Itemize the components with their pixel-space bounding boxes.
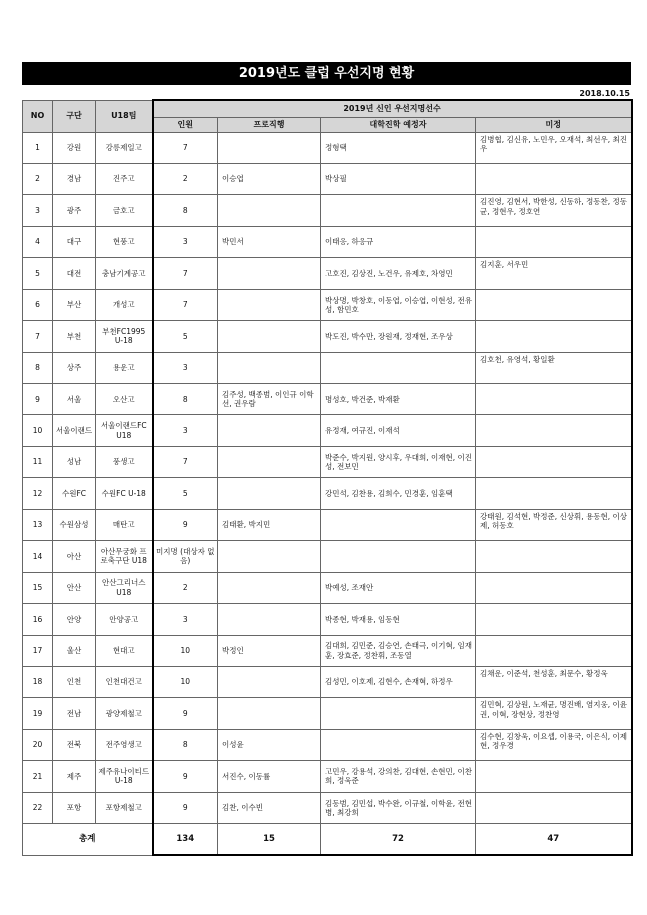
cell-pro [218,604,321,635]
cell-club: 서울이랜드 [53,415,96,446]
cell-no: 16 [23,604,53,635]
table-row [23,132,632,163]
cell-club: 강원 [53,132,96,163]
cell-pro: 박정인 [218,635,321,666]
cell-undecided [476,415,632,446]
cell-club: 수원삼성 [53,509,96,540]
table-row [23,321,632,352]
cell-club: 포항 [53,792,96,823]
cell-club: 부천 [53,321,96,352]
table-row [23,163,632,194]
cell-count: 5 [153,321,218,352]
cell-club: 경남 [53,163,96,194]
cell-undecided [476,792,632,823]
cell-no: 5 [23,258,53,289]
cell-club: 인천 [53,666,96,697]
cell-no: 9 [23,384,53,415]
cell-univ: 김동범, 김민섭, 박수완, 이규철, 이학윤, 전현병, 최강희 [321,792,476,823]
cell-no: 20 [23,729,53,760]
cell-team: 서울이랜드FC U18 [96,415,153,446]
table-row [23,446,632,477]
table-row [23,541,632,572]
cell-undecided [476,446,632,477]
cell-pro: 박민서 [218,226,321,257]
cell-team: 현풍고 [96,226,153,257]
cell-pro: 이승엽 [218,163,321,194]
cell-pro [218,415,321,446]
cell-team: 오산고 [96,384,153,415]
table-row [23,604,632,635]
cell-univ: 김성민, 이호제, 김현수, 손재혁, 하정우 [321,666,476,697]
cell-club: 제주 [53,761,96,792]
cell-team: 강릉제일고 [96,132,153,163]
header-group: 2019년 신인 우선지명선수 [153,100,632,117]
cell-pro [218,666,321,697]
cell-count: 10 [153,666,218,697]
cell-count: 미지명 (대상자 없음) [153,541,218,572]
cell-club: 상주 [53,352,96,383]
cell-no: 3 [23,195,53,226]
totals-undecided: 47 [476,824,632,855]
cell-pro [218,132,321,163]
cell-no: 2 [23,163,53,194]
cell-no: 11 [23,446,53,477]
cell-undecided [476,289,632,320]
table-row [23,635,632,666]
cell-no: 6 [23,289,53,320]
cell-no: 18 [23,666,53,697]
cell-undecided: 강태원, 김석현, 박정준, 신상휘, 용동현, 이상제, 허동호 [476,509,632,540]
document-date: 2018.10.15 [579,89,630,98]
table-row [23,352,632,383]
cell-pro: 김주성, 백종범, 이인규 이학선, 권우람 [218,384,321,415]
cell-univ: 박예성, 조재안 [321,572,476,603]
header-univ: 대학진학 예정자 [321,117,476,132]
cell-team: 안양공고 [96,604,153,635]
cell-no: 10 [23,415,53,446]
cell-team: 인천대건고 [96,666,153,697]
cell-undecided [476,635,632,666]
cell-count: 7 [153,289,218,320]
cell-univ: 박종현, 박재용, 임동현 [321,604,476,635]
table-row [23,666,632,697]
cell-no: 15 [23,572,53,603]
totals-pro: 15 [218,824,321,855]
cell-no: 12 [23,478,53,509]
page-title: 2019년도 클럽 우선지명 현황 [22,62,631,85]
cell-undecided: 김수현, 김창욱, 이요셉, 이용국, 이은식, 이제현, 정우경 [476,729,632,760]
cell-team: 충남기계공고 [96,258,153,289]
table-row [23,698,632,729]
cell-univ: 명성호, 박건준, 박재환 [321,384,476,415]
cell-undecided [476,321,632,352]
cell-no: 13 [23,509,53,540]
cell-team: 포항제철고 [96,792,153,823]
cell-count: 8 [153,729,218,760]
cell-pro [218,698,321,729]
cell-univ: 고호진, 김상진, 노건우, 유제호, 차영민 [321,258,476,289]
cell-count: 7 [153,132,218,163]
header-u18: U18팀 [96,100,153,132]
cell-no: 22 [23,792,53,823]
cell-undecided: 김호천, 유영석, 황일환 [476,352,632,383]
cell-team: 전주영생고 [96,729,153,760]
cell-pro: 서진수, 이동률 [218,761,321,792]
cell-univ [321,509,476,540]
cell-undecided [476,604,632,635]
cell-count: 8 [153,195,218,226]
cell-no: 19 [23,698,53,729]
cell-no: 21 [23,761,53,792]
cell-club: 안산 [53,572,96,603]
cell-team: 개성고 [96,289,153,320]
cell-count: 8 [153,384,218,415]
cell-club: 전북 [53,729,96,760]
cell-undecided: 김민혁, 김상원, 노재균, 명진배, 염지웅, 이윤권, 이혁, 장현상, 정찬영 [476,698,632,729]
cell-undecided [476,163,632,194]
table-row [23,384,632,415]
cell-club: 아산 [53,541,96,572]
cell-pro [218,541,321,572]
table-row [23,761,632,792]
totals-count: 134 [153,824,218,855]
table-row [23,509,632,540]
cell-club: 성남 [53,446,96,477]
header-undecided: 미정 [476,117,632,132]
cell-no: 14 [23,541,53,572]
cell-undecided [476,226,632,257]
cell-undecided [476,478,632,509]
cell-club: 대구 [53,226,96,257]
cell-count: 9 [153,792,218,823]
cell-team: 수원FC U-18 [96,478,153,509]
cell-undecided [476,572,632,603]
cell-count: 9 [153,761,218,792]
cell-club: 수원FC [53,478,96,509]
cell-univ: 정형택 [321,132,476,163]
cell-count: 3 [153,604,218,635]
cell-pro: 이성윤 [218,729,321,760]
cell-team: 현대고 [96,635,153,666]
cell-undecided [476,541,632,572]
cell-pro [218,446,321,477]
cell-team: 제주유나이티드 U-18 [96,761,153,792]
table-row [23,792,632,823]
cell-undecided: 김지훈, 서우민 [476,258,632,289]
cell-univ: 박상명, 박창호, 이동엽, 이승엽, 이현성, 전유성, 함민호 [321,289,476,320]
cell-count: 9 [153,698,218,729]
header-pro: 프로직행 [218,117,321,132]
cell-univ [321,541,476,572]
cell-count: 9 [153,509,218,540]
table-row [23,289,632,320]
cell-univ: 박도진, 박수만, 장원재, 정재현, 조우상 [321,321,476,352]
header-club: 구단 [53,100,96,132]
cell-count: 2 [153,163,218,194]
cell-pro: 김찬, 이수빈 [218,792,321,823]
cell-pro [218,352,321,383]
cell-team: 안산그리너스 U18 [96,572,153,603]
cell-no: 1 [23,132,53,163]
cell-univ: 강민석, 김찬용, 김희수, 민경훈, 임훈택 [321,478,476,509]
cell-univ: 김대희, 김민준, 김승연, 손태극, 이기혁, 임재훈, 장효준, 정찬휘, 조동열 [321,635,476,666]
cell-no: 17 [23,635,53,666]
cell-team: 매탄고 [96,509,153,540]
cell-count: 10 [153,635,218,666]
cell-club: 대전 [53,258,96,289]
cell-count: 3 [153,352,218,383]
totals-row [23,824,632,855]
table-row [23,415,632,446]
cell-club: 울산 [53,635,96,666]
cell-club: 안양 [53,604,96,635]
table-row [23,258,632,289]
totals-univ: 72 [321,824,476,855]
cell-club: 서울 [53,384,96,415]
totals-label: 총계 [23,824,153,855]
cell-univ [321,698,476,729]
cell-no: 8 [23,352,53,383]
cell-undecided: 김진영, 김현서, 박한성, 신동하, 정동찬, 정동균, 정현우, 정호연 [476,195,632,226]
cell-univ: 이태응, 하응규 [321,226,476,257]
cell-team: 진주고 [96,163,153,194]
table-row [23,729,632,760]
cell-count: 2 [153,572,218,603]
cell-univ: 유정재, 여규진, 이재석 [321,415,476,446]
cell-count: 7 [153,258,218,289]
cell-pro [218,258,321,289]
cell-pro [218,195,321,226]
draft-table [22,99,633,856]
cell-undecided [476,761,632,792]
header-count: 인원 [153,117,218,132]
cell-count: 7 [153,446,218,477]
table-row [23,195,632,226]
cell-undecided [476,384,632,415]
cell-no: 7 [23,321,53,352]
cell-club: 광주 [53,195,96,226]
cell-count: 3 [153,415,218,446]
cell-univ: 고민우, 강용석, 강의찬, 김대현, 손현민, 이찬희, 정욱준 [321,761,476,792]
cell-univ [321,195,476,226]
cell-club: 전남 [53,698,96,729]
cell-pro [218,321,321,352]
cell-no: 4 [23,226,53,257]
cell-team: 아산무궁화 프로축구단 U18 [96,541,153,572]
cell-pro [218,478,321,509]
cell-count: 5 [153,478,218,509]
cell-team: 광양제철고 [96,698,153,729]
header-no: NO [23,100,53,132]
table-row [23,226,632,257]
cell-univ [321,352,476,383]
cell-univ: 박상필 [321,163,476,194]
cell-pro [218,289,321,320]
cell-club: 부산 [53,289,96,320]
cell-undecided: 김채운, 이준석, 천성훈, 최문수, 황정욱 [476,666,632,697]
cell-univ [321,729,476,760]
cell-undecided: 김병협, 김신유, 노민우, 오재석, 최선우, 최진우 [476,132,632,163]
table-row [23,478,632,509]
cell-team: 부천FC1995 U-18 [96,321,153,352]
cell-pro [218,572,321,603]
cell-team: 용운고 [96,352,153,383]
cell-pro: 김태환, 박지민 [218,509,321,540]
table-row [23,572,632,603]
cell-team: 풍생고 [96,446,153,477]
cell-univ: 박준수, 박지원, 양시후, 우대희, 이재현, 이진성, 전보민 [321,446,476,477]
cell-team: 금호고 [96,195,153,226]
cell-count: 3 [153,226,218,257]
